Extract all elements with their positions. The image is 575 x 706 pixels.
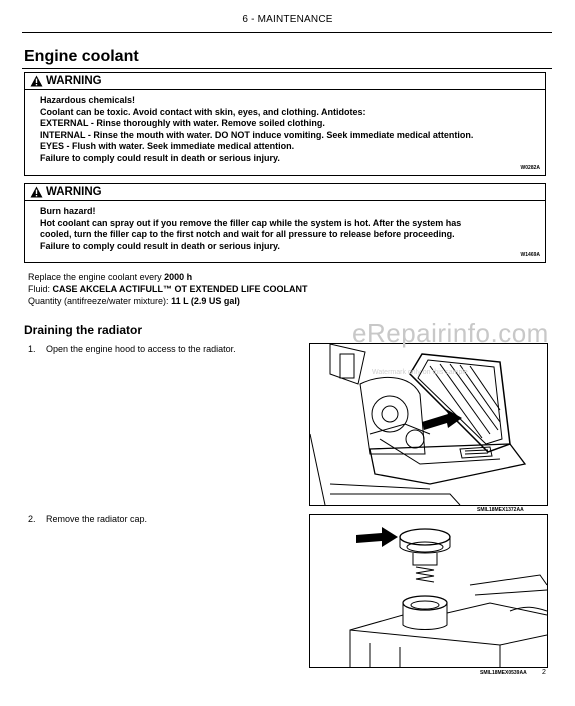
title-rule	[22, 68, 552, 69]
warning-line: Hazardous chemicals!	[40, 95, 136, 105]
warning-line: Failure to comply could result in death or serious injury.	[40, 152, 280, 163]
warning-label: WARNING	[46, 75, 102, 87]
replace-interval: Replace the engine coolant every 2000 h	[28, 272, 193, 282]
watermark-note: Watermark only on this sample	[372, 369, 468, 376]
warning-box-burn	[24, 183, 546, 263]
section-header: 6 - MAINTENANCE	[242, 14, 333, 25]
warning-line: cooled, turn the filler cap to the first notch and wait for all pressure to release before proceeding.	[40, 229, 455, 240]
warning-header	[25, 73, 545, 90]
fluid-spec: Fluid: CASE AKCELA ACTIFULL™ OT EXTENDED LIFE COOLANT	[28, 284, 308, 294]
page-title: Engine coolant	[24, 48, 139, 65]
watermark: eRepairinfo.com	[352, 318, 549, 348]
figure-engine-hood	[309, 343, 548, 506]
warning-header	[25, 184, 545, 201]
warning-code: W0282A	[520, 165, 540, 171]
warning-code: W1469A	[520, 252, 540, 258]
warning-line: Failure to comply could result in death or serious injury.	[40, 240, 280, 251]
warning-triangle-icon	[30, 75, 43, 87]
quantity-spec: Quantity (antifreeze/water mixture): 11 L (2.9 US gal)	[28, 296, 240, 306]
warning-box-chemicals	[24, 72, 546, 176]
warning-text	[40, 95, 539, 165]
radiator-cap-illustration	[310, 515, 547, 667]
warning-line: EXTERNAL - Rinse thoroughly with water. Remove soiled clothing.	[40, 118, 325, 129]
warning-line: EYES - Flush with water. Seek immediate medical attention.	[40, 141, 295, 152]
warning-triangle-icon	[30, 186, 43, 198]
subheading: Draining the radiator	[24, 323, 143, 337]
figure-code: SMIL18MEX1372AA	[477, 507, 524, 513]
step-2: 2. Remove the radiator cap.	[28, 514, 148, 524]
warning-line: Coolant can be toxic. Avoid contact with skin, eyes, and clothing. Antidotes:	[40, 106, 366, 117]
figure-radiator-cap	[309, 514, 548, 668]
warning-text	[40, 206, 539, 252]
warning-line: INTERNAL - Rinse the mouth with water. DO NOT induce vomiting. Seek immediate medical attention.	[40, 129, 474, 140]
figure-code: SMIL18MEX0539AA	[480, 670, 527, 676]
step-1: 1. Open the engine hood to access to the radiator.	[28, 344, 236, 354]
figure-number: 2	[542, 669, 546, 676]
header-rule	[22, 32, 552, 33]
warning-line: Hot coolant can spray out if you remove the filler cap while the system is hot. After the system has	[40, 217, 462, 228]
warning-line: Burn hazard!	[40, 206, 96, 216]
warning-label: WARNING	[46, 186, 102, 198]
specs-block	[28, 271, 308, 307]
